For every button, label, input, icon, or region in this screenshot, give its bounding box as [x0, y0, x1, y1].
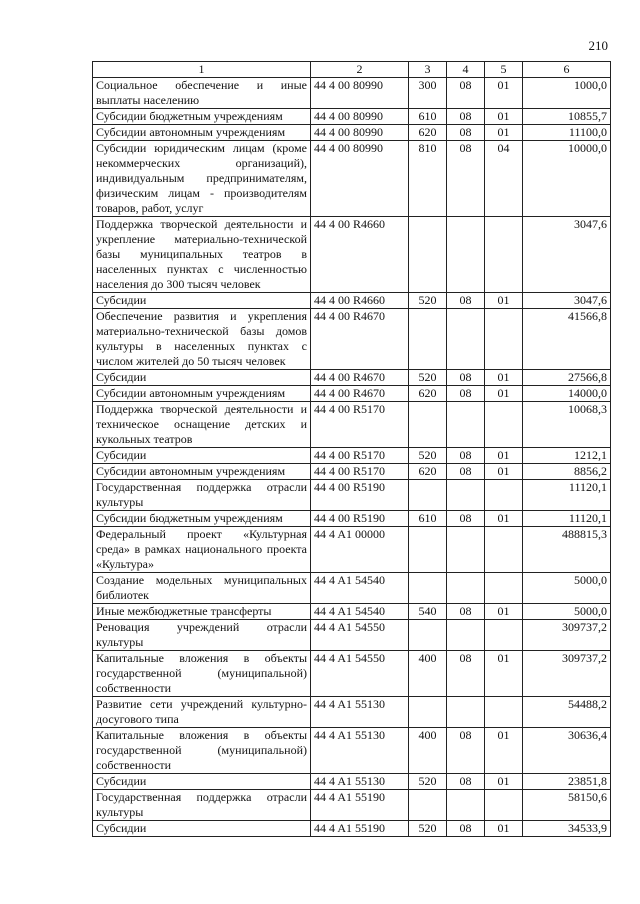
row-col5-cell: 01 — [485, 448, 523, 464]
row-amount-cell: 5000,0 — [523, 604, 611, 620]
header-col-1: 1 — [93, 62, 311, 78]
row-col5-cell: 01 — [485, 821, 523, 837]
row-col3-cell — [409, 402, 447, 448]
row-name-cell: Субсидии автономным учреждениям — [93, 125, 311, 141]
row-col5-cell: 01 — [485, 604, 523, 620]
row-col4-cell: 08 — [447, 448, 485, 464]
row-col5-cell: 01 — [485, 728, 523, 774]
row-code-cell: 44 4 00 R5190 — [311, 511, 409, 527]
row-name-cell: Субсидии — [93, 448, 311, 464]
row-code-cell: 44 4 00 R4670 — [311, 386, 409, 402]
row-amount-cell: 30636,4 — [523, 728, 611, 774]
row-name-cell: Обеспечение развития и укрепления материально-технической базы домов культуры в населенных пунктах с числом жителей до 50 тысяч человек — [93, 309, 311, 370]
row-amount-cell: 10855,7 — [523, 109, 611, 125]
row-col5-cell — [485, 573, 523, 604]
header-col-6: 6 — [523, 62, 611, 78]
row-code-cell: 44 4 A1 00000 — [311, 527, 409, 573]
table-row — [93, 78, 611, 109]
row-col3-cell: 610 — [409, 511, 447, 527]
row-code-cell: 44 4 A1 55130 — [311, 697, 409, 728]
row-code-cell: 44 4 A1 55190 — [311, 821, 409, 837]
row-col3-cell: 400 — [409, 728, 447, 774]
row-name-cell: Капитальные вложения в объекты государственной (муниципальной) собственности — [93, 651, 311, 697]
table-row — [93, 448, 611, 464]
row-col3-cell: 810 — [409, 141, 447, 217]
row-name-cell: Субсидии юридическим лицам (кроме некоммерческих организаций), индивидуальным предпринимателям, физическим лицам - производителям товаров, работ, услуг — [93, 141, 311, 217]
row-amount-cell: 309737,2 — [523, 620, 611, 651]
table-row — [93, 821, 611, 837]
row-amount-cell: 11120,1 — [523, 511, 611, 527]
row-col5-cell: 01 — [485, 774, 523, 790]
row-amount-cell: 1000,0 — [523, 78, 611, 109]
row-col4-cell — [447, 527, 485, 573]
row-code-cell: 44 4 00 R5170 — [311, 464, 409, 480]
table-row — [93, 728, 611, 774]
row-col5-cell — [485, 527, 523, 573]
table-header-row — [93, 62, 611, 78]
table-row — [93, 370, 611, 386]
row-col4-cell: 08 — [447, 774, 485, 790]
table-row — [93, 125, 611, 141]
row-col4-cell — [447, 480, 485, 511]
row-col3-cell — [409, 697, 447, 728]
row-name-cell: Государственная поддержка отрасли культуры — [93, 790, 311, 821]
row-amount-cell: 10000,0 — [523, 141, 611, 217]
row-col5-cell: 01 — [485, 125, 523, 141]
table-row — [93, 293, 611, 309]
table-row — [93, 141, 611, 217]
row-code-cell: 44 4 00 80990 — [311, 78, 409, 109]
row-col3-cell: 620 — [409, 464, 447, 480]
row-code-cell: 44 4 A1 54540 — [311, 573, 409, 604]
row-col5-cell — [485, 480, 523, 511]
row-col3-cell: 620 — [409, 386, 447, 402]
row-name-cell: Развитие сети учреждений культурно-досугового типа — [93, 697, 311, 728]
row-name-cell: Создание модельных муниципальных библиотек — [93, 573, 311, 604]
table-row — [93, 790, 611, 821]
row-col4-cell: 08 — [447, 651, 485, 697]
row-col3-cell: 620 — [409, 125, 447, 141]
row-code-cell: 44 4 A1 55130 — [311, 728, 409, 774]
table-body — [93, 78, 611, 837]
table-row — [93, 604, 611, 620]
row-amount-cell: 10068,3 — [523, 402, 611, 448]
row-col3-cell — [409, 217, 447, 293]
row-amount-cell: 11120,1 — [523, 480, 611, 511]
row-col5-cell: 01 — [485, 651, 523, 697]
row-name-cell: Субсидии — [93, 370, 311, 386]
table-row — [93, 217, 611, 293]
row-col4-cell: 08 — [447, 511, 485, 527]
table-row — [93, 511, 611, 527]
row-amount-cell: 58150,6 — [523, 790, 611, 821]
row-col4-cell: 08 — [447, 78, 485, 109]
row-name-cell: Субсидии — [93, 293, 311, 309]
row-col5-cell: 01 — [485, 386, 523, 402]
row-col4-cell: 08 — [447, 386, 485, 402]
row-col5-cell — [485, 309, 523, 370]
row-col5-cell: 01 — [485, 370, 523, 386]
row-col4-cell: 08 — [447, 821, 485, 837]
row-code-cell: 44 4 00 R5190 — [311, 480, 409, 511]
table-row — [93, 651, 611, 697]
row-col3-cell: 400 — [409, 651, 447, 697]
row-name-cell: Субсидии бюджетным учреждениям — [93, 109, 311, 125]
row-name-cell: Федеральный проект «Культурная среда» в рамках национального проекта «Культура» — [93, 527, 311, 573]
row-col3-cell — [409, 527, 447, 573]
row-col3-cell: 610 — [409, 109, 447, 125]
row-col5-cell — [485, 217, 523, 293]
row-col4-cell — [447, 790, 485, 821]
row-col4-cell — [447, 217, 485, 293]
row-code-cell: 44 4 00 R5170 — [311, 402, 409, 448]
row-code-cell: 44 4 00 R4660 — [311, 217, 409, 293]
row-code-cell: 44 4 00 R4670 — [311, 370, 409, 386]
row-col3-cell: 520 — [409, 370, 447, 386]
row-code-cell: 44 4 A1 55130 — [311, 774, 409, 790]
row-col4-cell: 08 — [447, 370, 485, 386]
table-row — [93, 697, 611, 728]
row-col3-cell: 540 — [409, 604, 447, 620]
row-col4-cell: 08 — [447, 728, 485, 774]
budget-table — [92, 61, 611, 837]
row-name-cell: Реновация учреждений отрасли культуры — [93, 620, 311, 651]
row-col5-cell: 01 — [485, 78, 523, 109]
row-name-cell: Субсидии — [93, 774, 311, 790]
row-col3-cell: 520 — [409, 774, 447, 790]
row-name-cell: Социальное обеспечение и иные выплаты населению — [93, 78, 311, 109]
page-number: 210 — [588, 38, 608, 53]
row-col5-cell — [485, 790, 523, 821]
row-amount-cell: 5000,0 — [523, 573, 611, 604]
row-name-cell: Субсидии автономным учреждениям — [93, 464, 311, 480]
row-col5-cell — [485, 620, 523, 651]
row-col4-cell: 08 — [447, 293, 485, 309]
row-col5-cell: 04 — [485, 141, 523, 217]
row-amount-cell: 11100,0 — [523, 125, 611, 141]
table-row — [93, 386, 611, 402]
row-amount-cell: 34533,9 — [523, 821, 611, 837]
row-name-cell: Субсидии — [93, 821, 311, 837]
table-row — [93, 774, 611, 790]
row-col4-cell — [447, 697, 485, 728]
table-row — [93, 109, 611, 125]
row-col5-cell: 01 — [485, 293, 523, 309]
row-name-cell: Субсидии автономным учреждениям — [93, 386, 311, 402]
row-col5-cell — [485, 402, 523, 448]
row-code-cell: 44 4 A1 54550 — [311, 651, 409, 697]
row-amount-cell: 54488,2 — [523, 697, 611, 728]
row-col4-cell: 08 — [447, 604, 485, 620]
row-col5-cell — [485, 697, 523, 728]
row-col4-cell: 08 — [447, 464, 485, 480]
table-row — [93, 573, 611, 604]
header-col-2: 2 — [311, 62, 409, 78]
table-row — [93, 527, 611, 573]
row-name-cell: Субсидии бюджетным учреждениям — [93, 511, 311, 527]
row-code-cell: 44 4 A1 54550 — [311, 620, 409, 651]
row-amount-cell: 8856,2 — [523, 464, 611, 480]
row-col5-cell: 01 — [485, 464, 523, 480]
row-amount-cell: 27566,8 — [523, 370, 611, 386]
row-col4-cell — [447, 620, 485, 651]
table-row — [93, 309, 611, 370]
row-code-cell: 44 4 00 R4670 — [311, 309, 409, 370]
row-col3-cell — [409, 573, 447, 604]
row-code-cell: 44 4 00 80990 — [311, 125, 409, 141]
row-col3-cell: 300 — [409, 78, 447, 109]
row-name-cell: Поддержка творческой деятельности и техническое оснащение детских и кукольных театров — [93, 402, 311, 448]
table-row — [93, 620, 611, 651]
row-name-cell: Поддержка творческой деятельности и укрепление материально-технической базы муниципальных театров в населенных пунктах с численностью населения до 300 тысяч человек — [93, 217, 311, 293]
row-col4-cell: 08 — [447, 125, 485, 141]
row-amount-cell: 1212,1 — [523, 448, 611, 464]
row-amount-cell: 3047,6 — [523, 293, 611, 309]
table-row — [93, 402, 611, 448]
row-amount-cell: 14000,0 — [523, 386, 611, 402]
row-name-cell: Государственная поддержка отрасли культуры — [93, 480, 311, 511]
row-col3-cell — [409, 620, 447, 651]
header-col-5: 5 — [485, 62, 523, 78]
row-name-cell: Иные межбюджетные трансферты — [93, 604, 311, 620]
row-col3-cell — [409, 309, 447, 370]
row-code-cell: 44 4 A1 55190 — [311, 790, 409, 821]
header-col-4: 4 — [447, 62, 485, 78]
row-col4-cell: 08 — [447, 141, 485, 217]
row-col5-cell: 01 — [485, 511, 523, 527]
row-code-cell: 44 4 00 R4660 — [311, 293, 409, 309]
row-code-cell: 44 4 00 80990 — [311, 141, 409, 217]
row-col3-cell — [409, 790, 447, 821]
row-col3-cell — [409, 480, 447, 511]
row-col3-cell: 520 — [409, 448, 447, 464]
row-code-cell: 44 4 00 80990 — [311, 109, 409, 125]
row-amount-cell: 309737,2 — [523, 651, 611, 697]
header-col-3: 3 — [409, 62, 447, 78]
row-col3-cell: 520 — [409, 293, 447, 309]
table-row — [93, 480, 611, 511]
row-col4-cell — [447, 402, 485, 448]
row-col4-cell — [447, 573, 485, 604]
row-amount-cell: 41566,8 — [523, 309, 611, 370]
row-amount-cell: 488815,3 — [523, 527, 611, 573]
row-amount-cell: 23851,8 — [523, 774, 611, 790]
row-col3-cell: 520 — [409, 821, 447, 837]
row-code-cell: 44 4 A1 54540 — [311, 604, 409, 620]
row-col4-cell — [447, 309, 485, 370]
row-amount-cell: 3047,6 — [523, 217, 611, 293]
row-name-cell: Капитальные вложения в объекты государственной (муниципальной) собственности — [93, 728, 311, 774]
row-code-cell: 44 4 00 R5170 — [311, 448, 409, 464]
row-col5-cell: 01 — [485, 109, 523, 125]
table-row — [93, 464, 611, 480]
row-col4-cell: 08 — [447, 109, 485, 125]
